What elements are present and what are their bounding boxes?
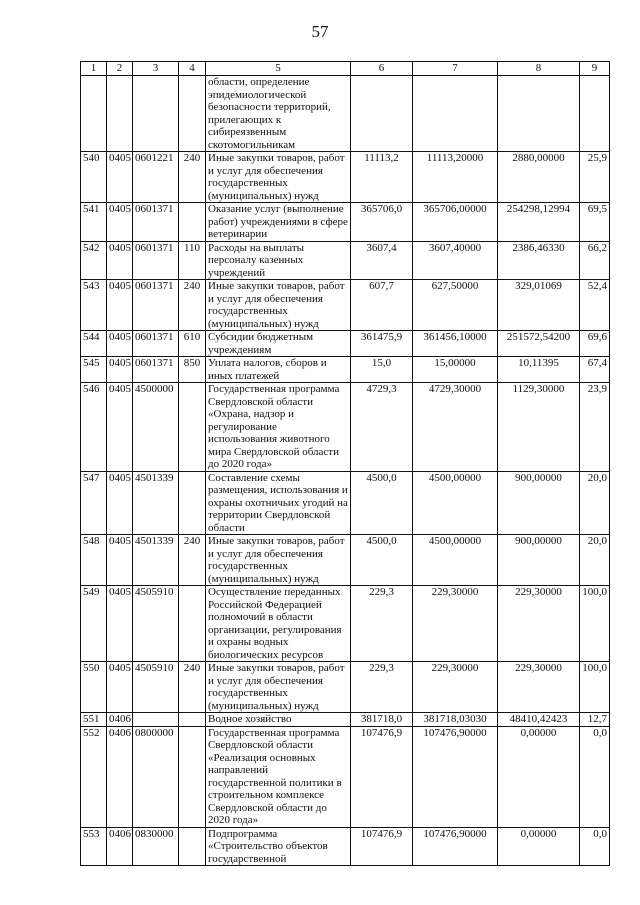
row-number: 550 <box>81 662 107 713</box>
table-row <box>81 76 610 152</box>
expense-type-code: 240 <box>179 535 206 586</box>
target-article-code: 0601371 <box>133 203 179 242</box>
expense-type-code <box>179 383 206 472</box>
expense-name: области, определение эпидемиологической безопасности территорий, прилегающих к сибиреязвенным скотомогильникам <box>206 76 351 152</box>
target-article-code: 0601371 <box>133 357 179 383</box>
expense-name: Государственная программа Свердловской области «Охрана, надзор и регулирование использования животного мира Свердловской области до 2020 года» <box>206 383 351 472</box>
column-header-8: 8 <box>498 62 580 76</box>
row-number: 549 <box>81 586 107 662</box>
expense-type-code: 240 <box>179 662 206 713</box>
section-code: 0405 <box>107 203 133 242</box>
expense-type-code <box>179 726 206 827</box>
section-code: 0405 <box>107 535 133 586</box>
revised-amount: 107476,90000 <box>413 726 498 827</box>
section-code: 0405 <box>107 383 133 472</box>
execution-percent: 0,0 <box>580 827 610 866</box>
executed-amount: 254298,12994 <box>498 203 580 242</box>
target-article-code: 0601371 <box>133 331 179 357</box>
target-article-code <box>133 76 179 152</box>
section-code: 0406 <box>107 713 133 727</box>
executed-amount: 2880,00000 <box>498 152 580 203</box>
expense-name: Иные закупки товаров, работ и услуг для обеспечения государственных (муниципальных) нужд <box>206 280 351 331</box>
section-code: 0405 <box>107 152 133 203</box>
approved-amount: 3607,4 <box>351 241 413 280</box>
table-row <box>81 357 610 383</box>
expense-type-code <box>179 203 206 242</box>
execution-percent: 23,9 <box>580 383 610 472</box>
section-code: 0406 <box>107 827 133 866</box>
row-number: 547 <box>81 471 107 535</box>
row-number: 541 <box>81 203 107 242</box>
approved-amount: 229,3 <box>351 662 413 713</box>
target-article-code: 4500000 <box>133 383 179 472</box>
row-number: 542 <box>81 241 107 280</box>
target-article-code: 0601371 <box>133 280 179 331</box>
section-code <box>107 76 133 152</box>
expense-name: Оказание услуг (выполнение работ) учреждениями в сфере ветеринарии <box>206 203 351 242</box>
column-header-7: 7 <box>413 62 498 76</box>
executed-amount: 0,00000 <box>498 726 580 827</box>
row-number: 543 <box>81 280 107 331</box>
executed-amount: 900,00000 <box>498 471 580 535</box>
table-row <box>81 471 610 535</box>
execution-percent: 20,0 <box>580 535 610 586</box>
column-header-5: 5 <box>206 62 351 76</box>
column-header-1: 1 <box>81 62 107 76</box>
row-number: 540 <box>81 152 107 203</box>
expense-type-code <box>179 76 206 152</box>
section-code: 0405 <box>107 280 133 331</box>
expense-name: Субсидии бюджетным учреждениям <box>206 331 351 357</box>
expense-type-code: 850 <box>179 357 206 383</box>
target-article-code: 0601221 <box>133 152 179 203</box>
approved-amount: 4500,0 <box>351 535 413 586</box>
table-row <box>81 535 610 586</box>
execution-percent: 69,5 <box>580 203 610 242</box>
expense-name: Расходы на выплаты персоналу казенных учреждений <box>206 241 351 280</box>
executed-amount: 251572,54200 <box>498 331 580 357</box>
section-code: 0406 <box>107 726 133 827</box>
expense-name: Подпрограмма «Строительство объектов государственной <box>206 827 351 866</box>
column-header-4: 4 <box>179 62 206 76</box>
revised-amount: 11113,20000 <box>413 152 498 203</box>
executed-amount: 48410,42423 <box>498 713 580 727</box>
approved-amount: 361475,9 <box>351 331 413 357</box>
column-header-9: 9 <box>580 62 610 76</box>
revised-amount: 361456,10000 <box>413 331 498 357</box>
revised-amount: 15,00000 <box>413 357 498 383</box>
expense-name: Составление схемы размещения, использования и охраны охотничьих угодий на территории Свердловской области <box>206 471 351 535</box>
expense-type-code: 610 <box>179 331 206 357</box>
approved-amount: 365706,0 <box>351 203 413 242</box>
expense-type-code <box>179 713 206 727</box>
table-row <box>81 203 610 242</box>
revised-amount <box>413 76 498 152</box>
executed-amount: 329,01069 <box>498 280 580 331</box>
approved-amount: 4729,3 <box>351 383 413 472</box>
row-number: 548 <box>81 535 107 586</box>
expense-name: Государственная программа Свердловской области «Реализация основных направлений государственной политики в строительном комплексе Свердловской области до 2020 года» <box>206 726 351 827</box>
expense-name: Уплата налогов, сборов и иных платежей <box>206 357 351 383</box>
execution-percent: 66,2 <box>580 241 610 280</box>
approved-amount <box>351 76 413 152</box>
expense-type-code <box>179 586 206 662</box>
execution-percent: 69,6 <box>580 331 610 357</box>
revised-amount: 381718,03030 <box>413 713 498 727</box>
expense-type-code <box>179 471 206 535</box>
table-row <box>81 241 610 280</box>
revised-amount: 4500,00000 <box>413 535 498 586</box>
section-code: 0405 <box>107 662 133 713</box>
table-row <box>81 586 610 662</box>
execution-percent <box>580 76 610 152</box>
target-article-code: 4505910 <box>133 586 179 662</box>
table-row <box>81 152 610 203</box>
revised-amount: 229,30000 <box>413 662 498 713</box>
table-row <box>81 713 610 727</box>
revised-amount: 627,50000 <box>413 280 498 331</box>
page-number: 57 <box>311 22 329 41</box>
executed-amount <box>498 76 580 152</box>
approved-amount: 607,7 <box>351 280 413 331</box>
expense-type-code: 110 <box>179 241 206 280</box>
execution-percent: 0,0 <box>580 726 610 827</box>
approved-amount: 229,3 <box>351 586 413 662</box>
row-number: 552 <box>81 726 107 827</box>
expense-name: Иные закупки товаров, работ и услуг для обеспечения государственных (муниципальных) нужд <box>206 152 351 203</box>
approved-amount: 15,0 <box>351 357 413 383</box>
column-header-6: 6 <box>351 62 413 76</box>
executed-amount: 2386,46330 <box>498 241 580 280</box>
revised-amount: 107476,90000 <box>413 827 498 866</box>
approved-amount: 107476,9 <box>351 726 413 827</box>
revised-amount: 365706,00000 <box>413 203 498 242</box>
target-article-code: 4505910 <box>133 662 179 713</box>
approved-amount: 11113,2 <box>351 152 413 203</box>
expense-name: Осуществление переданных Российской Федерацией полномочий в области организации, регулирования и охраны водных биологических ресурсов <box>206 586 351 662</box>
row-number: 551 <box>81 713 107 727</box>
approved-amount: 4500,0 <box>351 471 413 535</box>
table-row <box>81 827 610 866</box>
expense-name: Иные закупки товаров, работ и услуг для обеспечения государственных (муниципальных) нужд <box>206 662 351 713</box>
expense-type-code: 240 <box>179 280 206 331</box>
revised-amount: 3607,40000 <box>413 241 498 280</box>
execution-percent: 12,7 <box>580 713 610 727</box>
revised-amount: 4729,30000 <box>413 383 498 472</box>
table-row <box>81 662 610 713</box>
budget-table <box>80 61 610 866</box>
executed-amount: 229,30000 <box>498 662 580 713</box>
column-header-2: 2 <box>107 62 133 76</box>
executed-amount: 10,11395 <box>498 357 580 383</box>
section-code: 0405 <box>107 586 133 662</box>
target-article-code: 0601371 <box>133 241 179 280</box>
row-number: 545 <box>81 357 107 383</box>
revised-amount: 4500,00000 <box>413 471 498 535</box>
expense-name: Водное хозяйство <box>206 713 351 727</box>
approved-amount: 381718,0 <box>351 713 413 727</box>
table-row <box>81 331 610 357</box>
row-number: 553 <box>81 827 107 866</box>
target-article-code: 4501339 <box>133 471 179 535</box>
revised-amount: 229,30000 <box>413 586 498 662</box>
execution-percent: 20,0 <box>580 471 610 535</box>
section-code: 0405 <box>107 331 133 357</box>
section-code: 0405 <box>107 471 133 535</box>
table-row <box>81 726 610 827</box>
executed-amount: 229,30000 <box>498 586 580 662</box>
executed-amount: 0,00000 <box>498 827 580 866</box>
executed-amount: 900,00000 <box>498 535 580 586</box>
header-row <box>81 62 610 76</box>
approved-amount: 107476,9 <box>351 827 413 866</box>
expense-name: Иные закупки товаров, работ и услуг для обеспечения государственных (муниципальных) нужд <box>206 535 351 586</box>
section-code: 0405 <box>107 357 133 383</box>
target-article-code: 0800000 <box>133 726 179 827</box>
row-number: 546 <box>81 383 107 472</box>
target-article-code: 4501339 <box>133 535 179 586</box>
row-number <box>81 76 107 152</box>
executed-amount: 1129,30000 <box>498 383 580 472</box>
column-header-3: 3 <box>133 62 179 76</box>
execution-percent: 25,9 <box>580 152 610 203</box>
table-header <box>81 62 610 76</box>
row-number: 544 <box>81 331 107 357</box>
table-row <box>81 383 610 472</box>
target-article-code <box>133 713 179 727</box>
expense-type-code: 240 <box>179 152 206 203</box>
execution-percent: 67,4 <box>580 357 610 383</box>
execution-percent: 52,4 <box>580 280 610 331</box>
table-body <box>81 76 610 866</box>
execution-percent: 100,0 <box>580 662 610 713</box>
target-article-code: 0830000 <box>133 827 179 866</box>
section-code: 0405 <box>107 241 133 280</box>
execution-percent: 100,0 <box>580 586 610 662</box>
table-row <box>81 280 610 331</box>
expense-type-code <box>179 827 206 866</box>
